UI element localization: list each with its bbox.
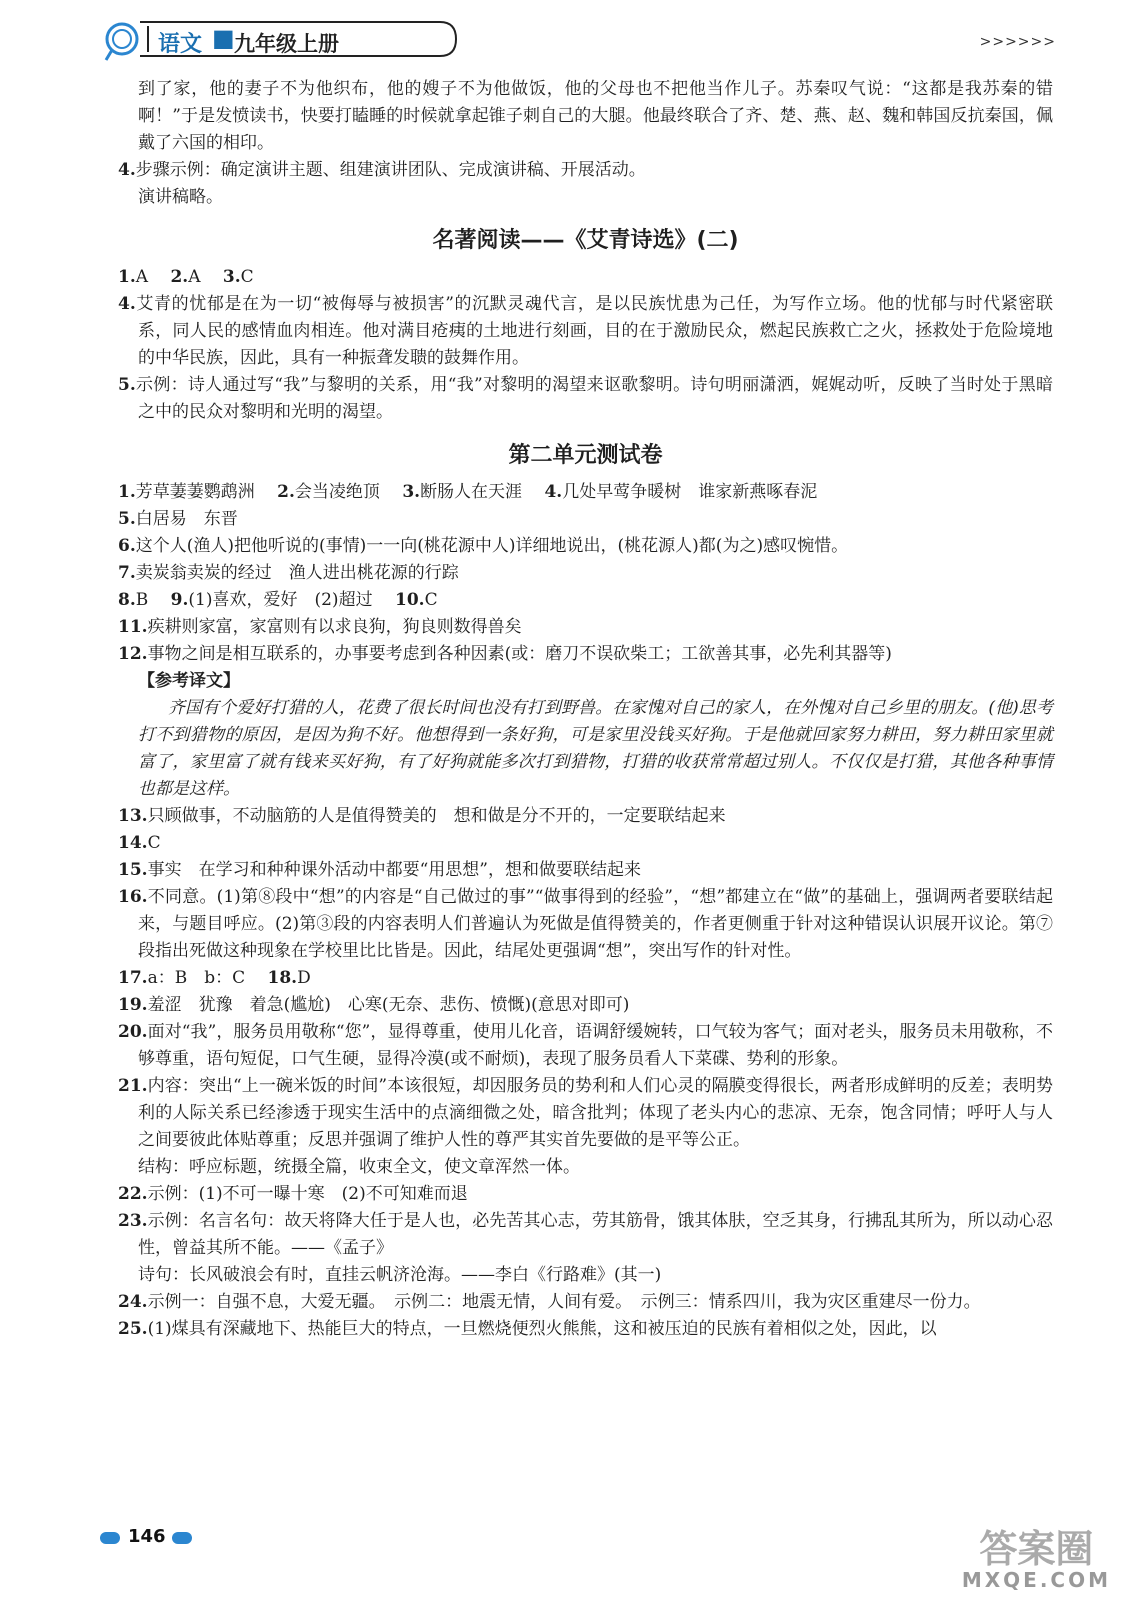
answer-continuation: 到了家，他的妻子不为他织布，他的嫂子不为他做饭，他的父母也不把他当作儿子。苏秦叹气说：“这都是我苏秦的错啊！”于是发愤读书，快要打瞌睡的时候就拿起锥子刺自己的大腿。他最终联合了齐、楚、燕、赵、魏和韩国反抗秦国，佩戴了六国的相印。 — [138, 79, 1053, 153]
section-title-unit-test: 第二单元测试卷 — [508, 443, 663, 468]
answer-row-17-18: 17.a：B b：C 18.D — [118, 968, 311, 988]
answer-11: 11.疾耕则家富，家富则有以求良狗，狗良则数得兽矣 — [118, 617, 522, 637]
answer-7: 7.卖炭翁卖炭的经过 渔人进出桃花源的行踪 — [118, 563, 459, 583]
answer-row-1-3: 1.A 2.A 3.C — [118, 267, 254, 287]
page-header — [100, 16, 1100, 62]
answer-19: 19.羞涩 犹豫 着急(尴尬) 心寒(无奈、悲伤、愤慨)(意思对即可) — [118, 995, 630, 1015]
answer-23-poem: 诗句：长风破浪会有时，直挂云帆济沧海。——李白《行路难》(其一) — [138, 1265, 662, 1285]
page-number: 146 — [128, 1526, 166, 1547]
answer-16: 16.不同意。(1)第⑧段中“想”的内容是“自己做过的事”“做事得到的经验”，“想”都建立在“做”的基础上，强调两者要联结起来，与题目呼应。(2)第③段的内容表明人们普遍认为死做是值得赞美的，作者更侧重于针对这种错误认识展开议论。第⑦段指出死做这种现象在学校里比比皆是。因此，结尾处更强调“想”，突出写作的针对性。 — [118, 887, 1053, 961]
answer-12: 12.事物之间是相互联系的，办事要考虑到各种因素(或：磨刀不误砍柴工；工欲善其事，必先利其器等) — [118, 644, 892, 664]
page-content — [118, 76, 1053, 1343]
header-separator-dot: ■ — [212, 24, 235, 52]
answer-5-aiqing: 5.示例：诗人通过写“我”与黎明的关系，用“我”对黎明的渴望来讴歌黎明。诗句明丽潇洒，娓娓动听，反映了当时处于黑暗之中的民众对黎明和光明的渴望。 — [118, 375, 1053, 422]
header-grade: 九年级上册 — [234, 32, 339, 56]
answer-row-8-10: 8.B 9.(1)喜欢，爱好 (2)超过 10.C — [118, 590, 438, 610]
answer-13: 13.只顾做事，不动脑筋的人是值得赞美的 想和做是分不开的，一定要联结起来 — [118, 806, 726, 826]
answer-23: 23.示例：名言名句：故天将降大任于是人也，必先苦其心志，劳其筋骨，饿其体肤，空乏其身，行拂乱其所为，所以动心忍性，曾益其所不能。——《孟子》 — [118, 1211, 1053, 1258]
answer-24: 24.示例一：自强不息，大爱无疆。 示例二：地震无情，人间有爱。 示例三：情系四川，我为灾区重建尽一份力。 — [118, 1292, 981, 1312]
answer-22: 22.示例：(1)不可一曝十寒 (2)不可知难而退 — [118, 1184, 468, 1204]
page-number-pill-left — [100, 1532, 120, 1544]
answer-21-structure: 结构：呼应标题，统摄全篇，收束全文，使文章浑然一体。 — [138, 1157, 580, 1177]
reference-translation-tag: 【参考译文】 — [138, 671, 240, 691]
watermark-url: MXQE.COM — [961, 1568, 1111, 1592]
answer-25: 25.(1)煤具有深藏地下、热能巨大的特点，一旦燃烧便烈火熊熊，这和被压迫的民族有着相似之处，因此，以 — [118, 1319, 937, 1339]
answer-20: 20.面对“我”，服务员用敬称“您”，显得尊重，使用儿化音，语调舒缓婉转，口气较为客气；面对老头，服务员未用敬称，不够尊重，语句短促，口气生硬，显得冷漠(或不耐烦)，表现了服务员看人下菜碟、势利的形象。 — [118, 1022, 1053, 1069]
answer-row-1-4: 1.芳草萋萋鹦鹉洲 2.会当凌绝顶 3.断肠人在天涯 4.几处早莺争暖树 谁家新燕啄春泥 — [118, 482, 818, 502]
header-arrows: >>>>>> — [979, 34, 1056, 50]
answer-21: 21.内容：突出“上一碗米饭的时间”本该很短，却因服务员的势利和人们心灵的隔膜变得很长，两者形成鲜明的反差；表明势利的人际关系已经渗透于现实生活中的点滴细微之处，暗含批判；体现了老头内心的悲凉、无奈，饱含同情；呼吁人与人之间要彼此体贴尊重；反思并强调了维护人性的尊严其实首先要做的是平等公正。 — [118, 1076, 1053, 1150]
answer-4-aiqing: 4.艾青的忧郁是在为一切“被侮辱与被损害”的沉默灵魂代言，是以民族忧患为己任，为写作立场。他的忧郁与时代紧密联系，同人民的感情血肉相连。他对满目疮痍的土地进行刻画，目的在于激励民众，燃起民族救亡之火，拯救处于危险境地的中华民族，因此，具有一种振聋发聩的鼓舞作用。 — [118, 294, 1053, 368]
page-number-pill-right — [172, 1532, 192, 1544]
answer-14: 14.C — [118, 833, 161, 853]
answer-5: 5.白居易 东晋 — [118, 509, 238, 529]
reference-translation: 齐国有个爱好打猎的人，花费了很长时间也没有打到野兽。在家愧对自己的家人，在外愧对自己乡里的朋友。(他)思考打不到猎物的原因，是因为狗不好。他想得到一条好狗，可是家里没钱买好狗。于是他就回家努力耕田，努力耕田家里就富了，家里富了就有钱来买好狗，有了好狗就能多次打到猎物，打猎的收获常常超过别人。不仅仅是打猎，其他各种事情也都是这样。 — [138, 698, 1053, 799]
answer-4-note: 演讲稿略。 — [138, 187, 223, 207]
watermark — [961, 1527, 1111, 1592]
watermark-title: 答案圈 — [979, 1527, 1094, 1571]
answer-4: 4.步骤示例：确定演讲主题、组建演讲团队、完成演讲稿、开展活动。 — [118, 160, 646, 180]
section-title-aiqing: 名著阅读——《艾青诗选》(二) — [432, 228, 739, 253]
answer-15: 15.事实 在学习和种种课外活动中都要“用思想”，想和做要联结起来 — [118, 860, 641, 880]
header-subject: 语文 — [158, 32, 203, 57]
answer-6: 6.这个人(渔人)把他听说的(事情)一一向(桃花源中人)详细地说出，(桃花源人)都(为之)感叹惋惜。 — [118, 536, 849, 556]
